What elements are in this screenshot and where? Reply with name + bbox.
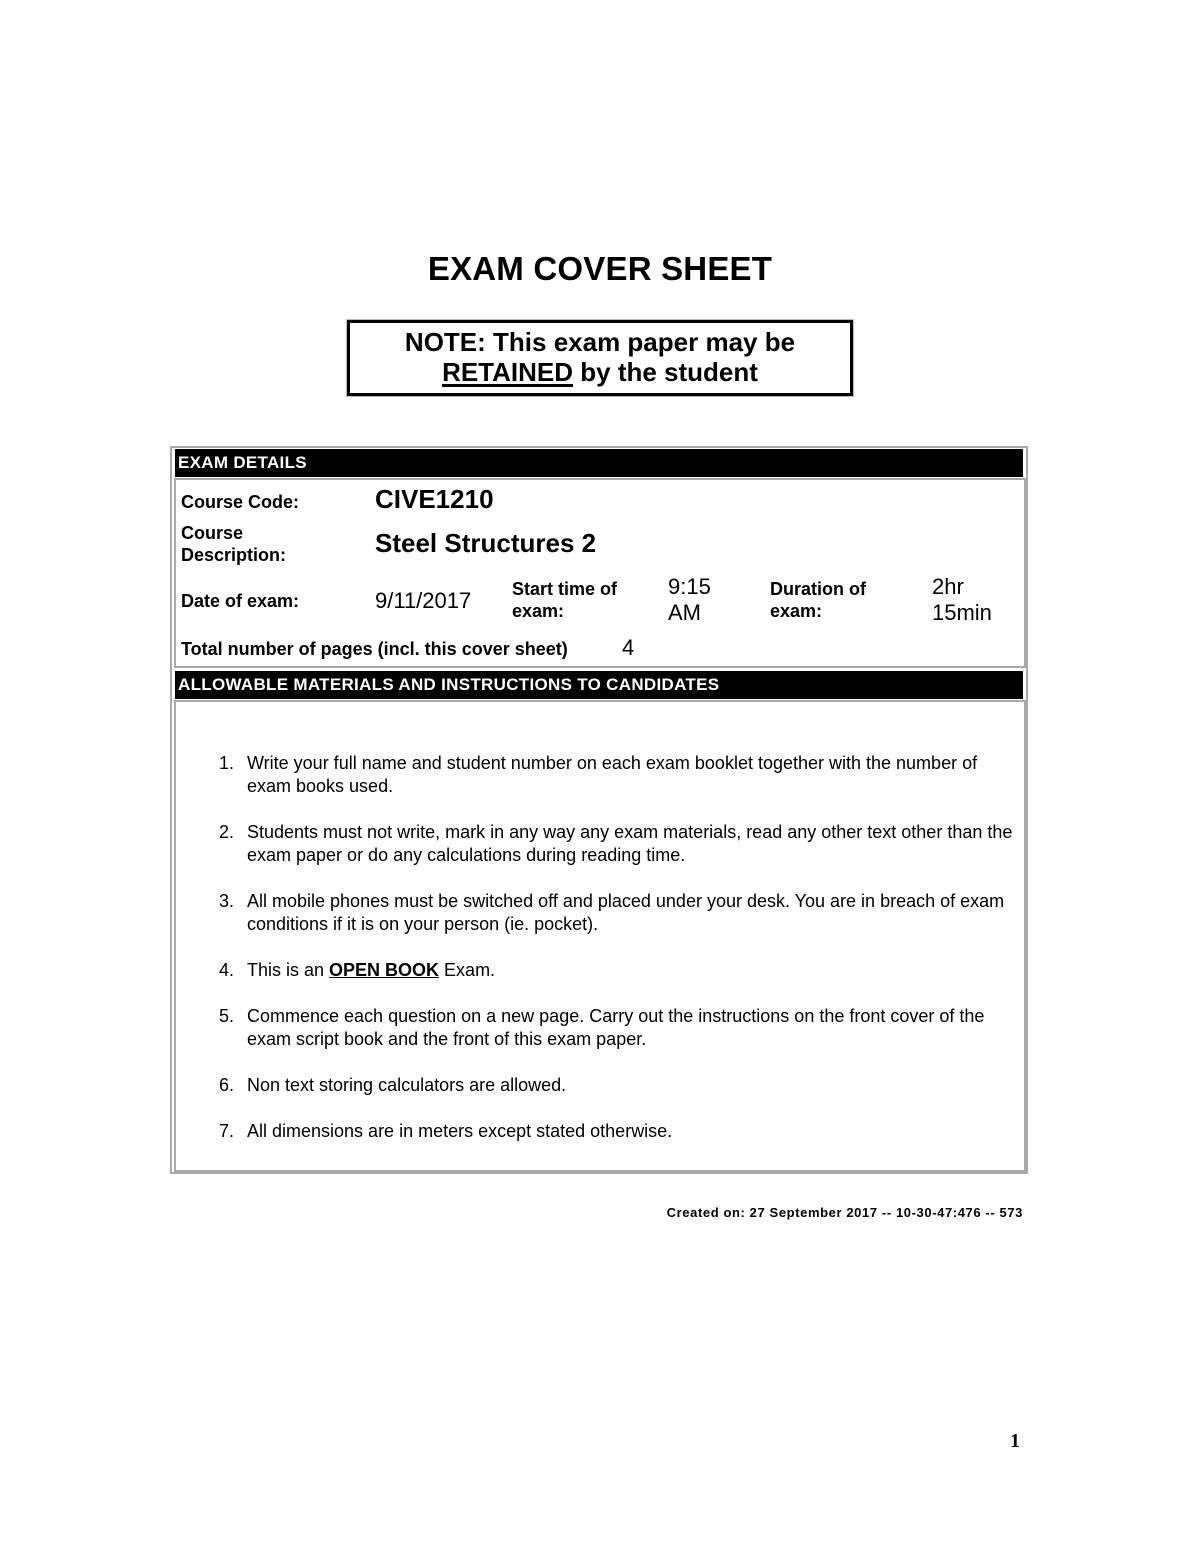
list-item-number: 3. (218, 891, 234, 911)
start-time-value (668, 574, 711, 626)
list-item-text: Write your full name and student number on each exam booklet together with the number of exam books used. (247, 753, 978, 796)
list-item (210, 890, 1025, 936)
list-item (210, 1005, 1025, 1051)
start-time-label-line-1: Start time of (512, 579, 618, 599)
total-pages-value: 4 (622, 635, 635, 660)
exam-details-header: EXAM DETAILS (175, 449, 1023, 477)
course-description-label-line-1: Course (181, 523, 244, 543)
list-item-text: Students must not write, mark in any way any exam materials, read any other text other than the exam paper or do any calculations during reading time. (247, 822, 1013, 865)
list-item-number: 6. (218, 1075, 234, 1095)
instructions-header: ALLOWABLE MATERIALS AND INSTRUCTIONS TO CANDIDATES (175, 671, 1023, 699)
start-time-label (512, 578, 617, 622)
note-box (347, 320, 853, 396)
open-book-emphasis: OPEN BOOK (329, 960, 440, 980)
duration-label-line-1: Duration of (770, 579, 866, 599)
list-item-number: 4. (218, 960, 234, 980)
list-item-text: This is an (247, 960, 330, 980)
date-label: Date of exam: (181, 591, 300, 611)
list-item-text: All mobile phones must be switched off and placed under your desk. You are in breach of exam conditions if it is on your person (ie. pocket). (247, 891, 1005, 934)
list-item (210, 821, 1025, 867)
list-item (210, 959, 1025, 982)
duration-value (932, 574, 992, 626)
instructions-list (210, 752, 1025, 1166)
note-line-1: NOTE: This exam paper may be (404, 327, 796, 357)
course-description-value: Steel Structures 2 (375, 528, 597, 558)
page-number: 1 (1010, 1430, 1020, 1452)
list-item-number: 7. (218, 1121, 234, 1141)
list-item-number: 1. (218, 753, 234, 773)
course-code-value: CIVE1210 (375, 484, 494, 514)
date-value: 9/11/2017 (375, 588, 472, 613)
start-time-value-line-1: 9:15 (668, 574, 711, 599)
list-item-text-end: Exam. (439, 960, 496, 980)
duration-value-line-1: 2hr (932, 574, 964, 599)
list-item (210, 1120, 1025, 1143)
total-pages-label: Total number of pages (incl. this cover sheet) (181, 639, 568, 659)
list-item-number: 5. (218, 1006, 234, 1026)
duration-label-line-2: exam: (770, 601, 823, 621)
list-item-text: Non text storing calculators are allowed. (247, 1075, 567, 1095)
start-time-value-line-2: AM (668, 600, 701, 625)
list-item-text: Commence each question on a new page. Carry out the instructions on the front cover of the exam script book and the front of this exam paper. (247, 1006, 985, 1049)
list-item (210, 1074, 1025, 1097)
note-retained: RETAINED (442, 357, 574, 387)
created-on-footer: Created on: 27 September 2017 -- 10-30-47:476 -- 573 (666, 1205, 1023, 1220)
note-line-2 (350, 357, 850, 387)
duration-label (770, 578, 866, 622)
start-time-label-line-2: exam: (512, 601, 565, 621)
list-item (210, 752, 1025, 798)
note-line-2-rest: by the student (573, 357, 758, 387)
page-title: EXAM COVER SHEET (427, 250, 773, 287)
duration-value-line-2: 15min (932, 600, 992, 625)
course-description-label (181, 522, 286, 566)
course-description-label-line-2: Description: (181, 545, 287, 565)
list-item-number: 2. (218, 822, 234, 842)
course-code-label: Course Code: (181, 492, 300, 512)
list-item-text: All dimensions are in meters except stated otherwise. (247, 1121, 673, 1141)
